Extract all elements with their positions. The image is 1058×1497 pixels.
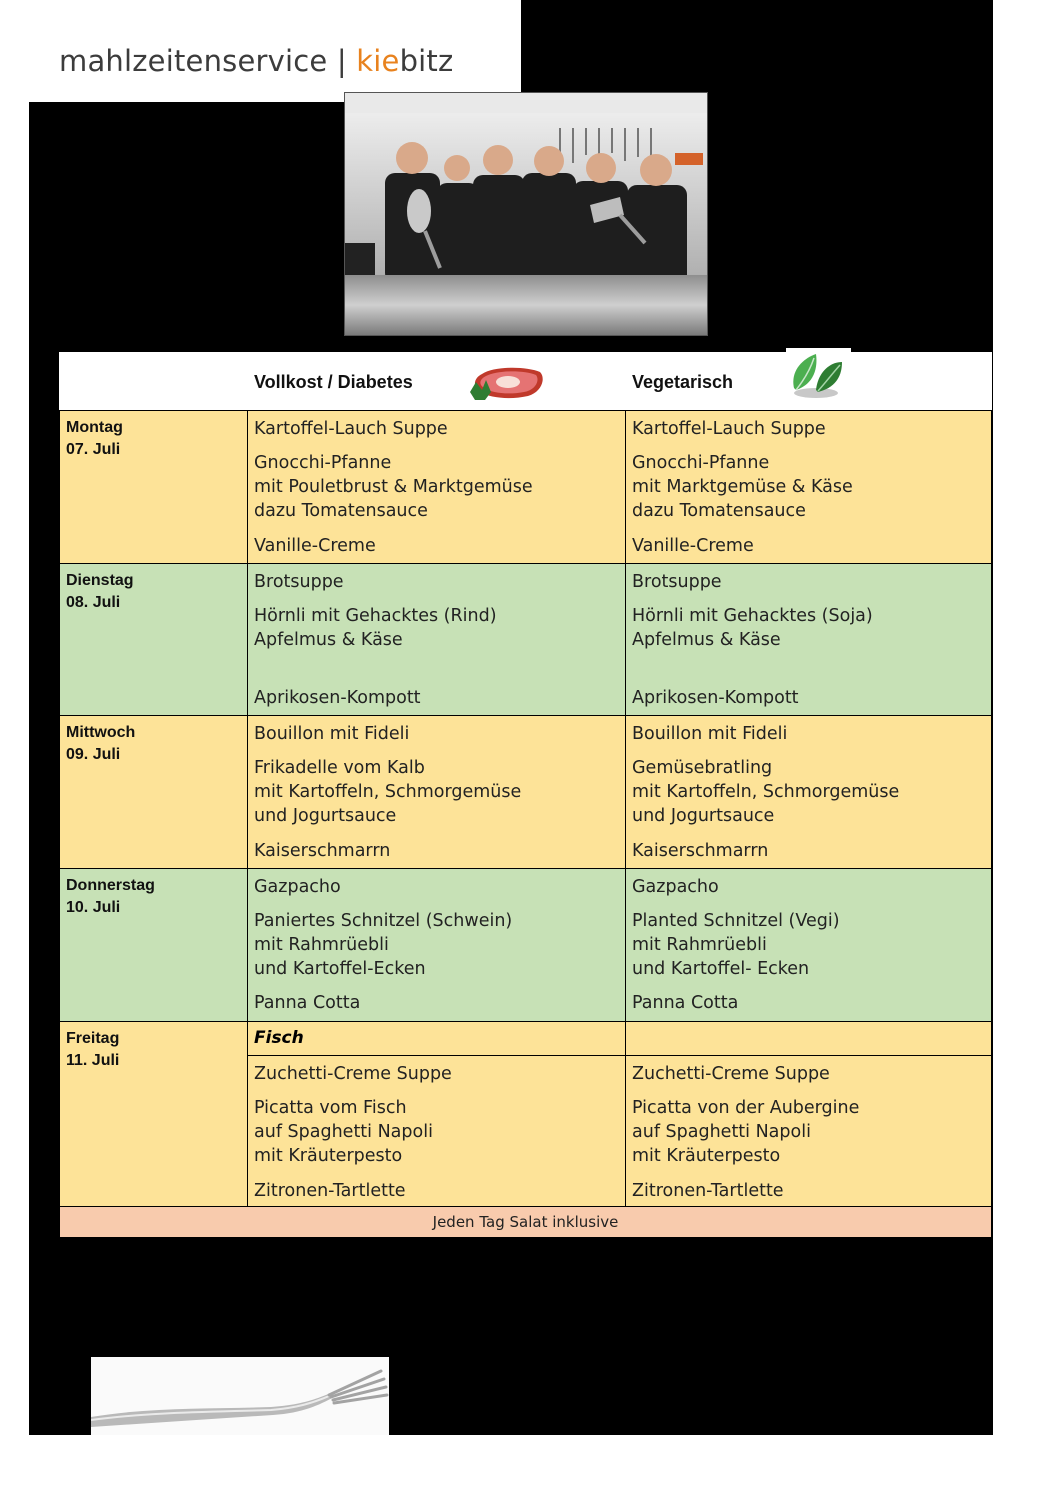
main-line: mit Pouletbrust & Marktgemüse: [254, 477, 533, 497]
main-line: Frikadelle vom Kalb: [254, 758, 425, 778]
day-label-thursday: [60, 869, 248, 1021]
menu-table: [59, 352, 992, 1237]
friday-menu-cells: [248, 1056, 991, 1206]
main-line: Hörnli mit Gehacktes (Soja): [632, 606, 873, 626]
day-row-wednesday: [59, 716, 992, 869]
day-row-tuesday: [59, 564, 992, 716]
main-line: Picatta von der Aubergine: [632, 1098, 860, 1118]
main-line: mit Rahmrüebli: [632, 935, 767, 955]
day-name: Donnerstag: [66, 877, 155, 894]
dessert: Kaiserschmarrn: [254, 841, 391, 861]
main-line: Gnocchi-Pfanne: [632, 453, 770, 473]
main-line: mit Marktgemüse & Käse: [632, 477, 853, 497]
main-line: auf Spaghetti Napoli: [254, 1122, 433, 1142]
soup: Kartoffel-Lauch Suppe: [632, 419, 826, 439]
dessert: Panna Cotta: [632, 993, 739, 1013]
menu-vollkost-monday: [248, 411, 626, 563]
brand-name-part3: bitz: [399, 44, 454, 78]
menu-vollkost-tuesday: [248, 564, 626, 715]
day-label-friday: [60, 1022, 248, 1206]
leaf-icon: [786, 348, 851, 406]
day-row-thursday: [59, 869, 992, 1022]
soup: Zuchetti-Creme Suppe: [632, 1064, 830, 1084]
day-label-monday: [60, 411, 248, 563]
fork-icon: [91, 1357, 389, 1435]
dessert: Aprikosen-Kompott: [254, 688, 421, 708]
vegetarian-icon-box: [786, 348, 851, 406]
main-line: Picatta vom Fisch: [254, 1098, 407, 1118]
main-line: und Jogurtsauce: [254, 806, 397, 826]
day-row-monday: [59, 411, 992, 564]
day-name: Dienstag: [66, 572, 134, 589]
main-line: [632, 652, 991, 676]
dessert: Kaiserschmarrn: [632, 841, 769, 861]
dessert: Aprikosen-Kompott: [632, 688, 799, 708]
day-date: 11. Juli: [66, 1052, 120, 1069]
dessert: Vanille-Creme: [632, 536, 754, 556]
menu-vegi-thursday: [626, 869, 991, 1021]
main-line: dazu Tomatensauce: [632, 501, 806, 521]
day-date: 09. Juli: [66, 746, 121, 763]
menu-vollkost-friday: [248, 1056, 626, 1206]
dessert: Zitronen-Tartlette: [632, 1181, 784, 1201]
day-name: Mittwoch: [66, 724, 136, 741]
dessert: Panna Cotta: [254, 993, 361, 1013]
day-date: 08. Juli: [66, 594, 121, 611]
menu-vegi-friday: [626, 1056, 991, 1206]
chef-team-photo: [344, 92, 708, 336]
day-date: 07. Juli: [66, 441, 121, 458]
day-date: 10. Juli: [66, 899, 121, 916]
day-row-friday: [59, 1022, 992, 1207]
soup: Zuchetti-Creme Suppe: [254, 1064, 452, 1084]
brand-name-part1: mahlzeitenservice |: [59, 44, 357, 78]
main-line: und Kartoffel-Ecken: [254, 959, 426, 979]
main-line: Paniertes Schnitzel (Schwein): [254, 911, 513, 931]
main-line: Gnocchi-Pfanne: [254, 453, 392, 473]
main-line: Gemüsebratling: [632, 758, 773, 778]
soup: Brotsuppe: [632, 572, 722, 592]
brand-name-accent: kie: [356, 44, 400, 78]
dessert: Zitronen-Tartlette: [254, 1181, 406, 1201]
fisch-special-empty: [626, 1022, 991, 1055]
menu-vegi-tuesday: [626, 564, 991, 715]
brand-logo: [59, 44, 453, 78]
main-line: mit Kräuterpesto: [254, 1146, 403, 1166]
chef-team-photo-icon: [345, 93, 707, 335]
main-line: mit Kräuterpesto: [632, 1146, 781, 1166]
fisch-special-row: [248, 1022, 991, 1056]
friday-menu-block: [248, 1022, 991, 1206]
fisch-special-label: Fisch: [248, 1022, 626, 1055]
menu-vegi-monday: [626, 411, 991, 563]
soup: Bouillon mit Fideli: [632, 724, 788, 744]
column-title-vegetarisch: Vegetarisch: [632, 372, 734, 392]
menu-vegi-wednesday: [626, 716, 991, 868]
main-line: [254, 652, 625, 676]
soup: Bouillon mit Fideli: [254, 724, 410, 744]
menu-table-header: [59, 352, 992, 411]
menu-vollkost-thursday: [248, 869, 626, 1021]
column-title-vollkost: Vollkost / Diabetes: [254, 372, 413, 392]
main-line: Apfelmus & Käse: [254, 630, 403, 650]
soup: Gazpacho: [632, 877, 719, 897]
menu-vollkost-wednesday: [248, 716, 626, 868]
main-line: auf Spaghetti Napoli: [632, 1122, 811, 1142]
main-line: und Kartoffel- Ecken: [632, 959, 810, 979]
salad-note: Jeden Tag Salat inklusive: [59, 1207, 992, 1237]
main-line: Apfelmus & Käse: [632, 630, 781, 650]
dessert: Vanille-Creme: [254, 536, 376, 556]
main-line: mit Kartoffeln, Schmorgemüse: [632, 782, 900, 802]
main-line: Planted Schnitzel (Vegi): [632, 911, 840, 931]
main-line: mit Rahmrüebli: [254, 935, 389, 955]
day-name: Freitag: [66, 1030, 120, 1047]
day-label-tuesday: [60, 564, 248, 715]
meat-icon: [464, 364, 546, 402]
soup: Brotsuppe: [254, 572, 344, 592]
fork-image: [91, 1357, 389, 1435]
main-line: und Jogurtsauce: [632, 806, 775, 826]
main-line: Hörnli mit Gehacktes (Rind): [254, 606, 497, 626]
day-label-wednesday: [60, 716, 248, 868]
soup: Kartoffel-Lauch Suppe: [254, 419, 448, 439]
main-line: dazu Tomatensauce: [254, 501, 428, 521]
day-name: Montag: [66, 419, 123, 436]
soup: Gazpacho: [254, 877, 341, 897]
main-line: mit Kartoffeln, Schmorgemüse: [254, 782, 522, 802]
